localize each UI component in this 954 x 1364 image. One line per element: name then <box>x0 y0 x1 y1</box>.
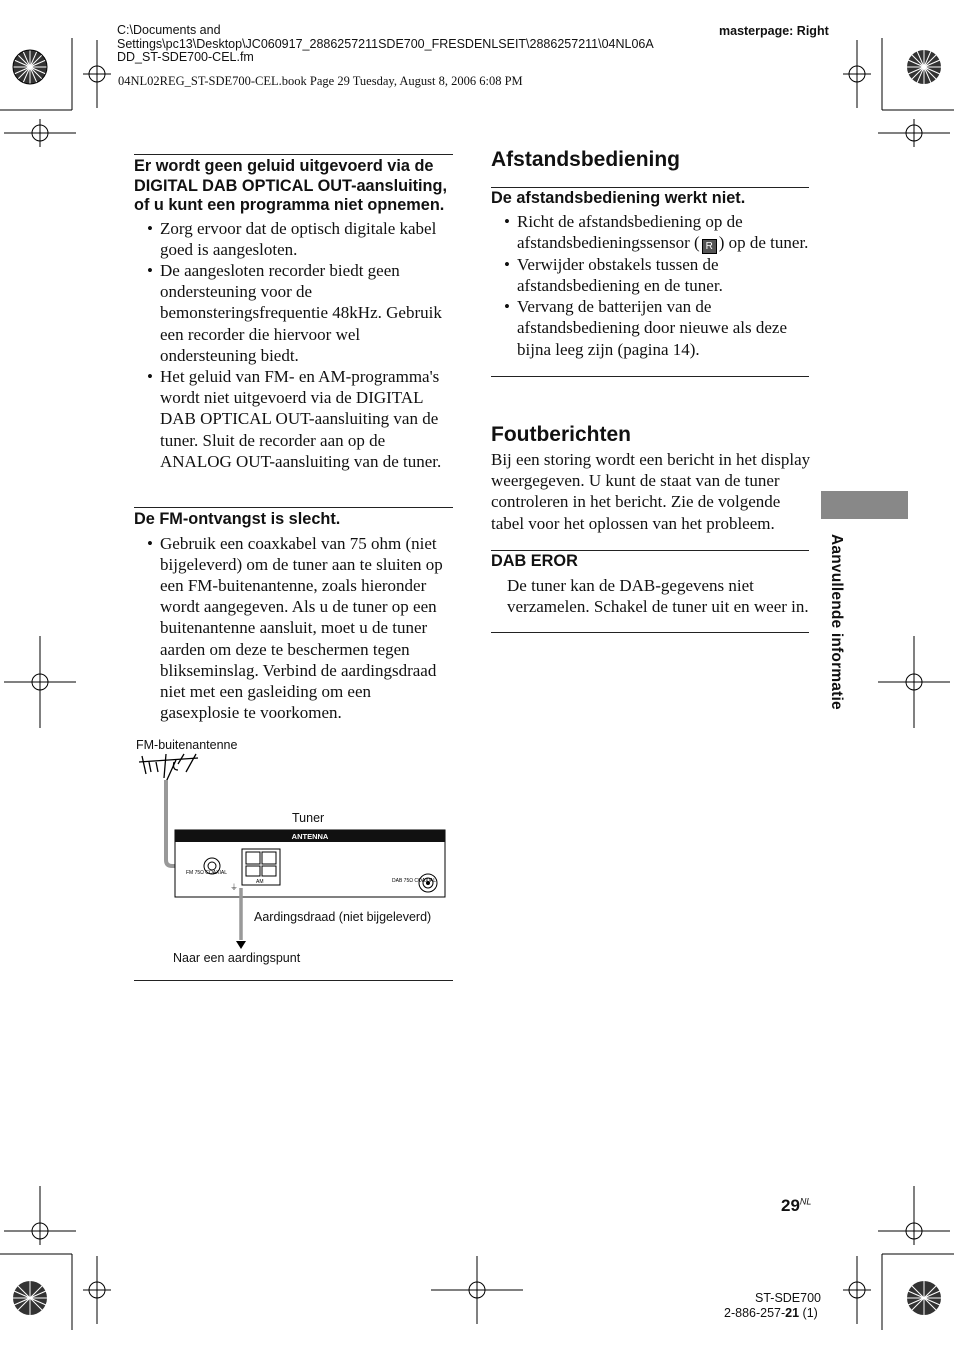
fm-jack-label: FM 75Ω COAXIAL <box>186 870 227 876</box>
divider <box>134 154 453 155</box>
header-path-line: Settings\pc13\Desktop\JC060917_2886257211SDE700_FRESDENLSEIT\2886257211\04NL06A <box>117 36 654 51</box>
solution-list <box>134 218 453 472</box>
figure-label-tuner: Tuner <box>292 811 325 825</box>
divider <box>491 550 809 551</box>
errors-intro: Bij een storing wordt een bericht in het display weergegeven. U kunt de staat van de tuner controleren in het bericht. Zie de volgende tabel voor het oplossen van het probleem. <box>491 450 811 533</box>
list-item: • Vervang de batterijen van de afstandsbediening door nieuwe als deze bijna leeg zijn (pagina 14). <box>491 296 809 360</box>
list-item: • Gebruik een coaxkabel van 75 ohm (niet bijgeleverd) om de tuner aan te sluiten op een FM-buitenantenne, zoals hieronder wordt aangegeven. Als u de tuner op een buitenantenne aansluit, moet u de tuner aarden om deze te beschermen tegen blikseminslag. Verbind de aardingsdraad niet met een gasleiding om een gasexplosie te voorkomen. <box>134 533 453 724</box>
dab-jack-label: DAB 75Ω COAXIAL <box>392 878 437 884</box>
panel-antenna-label: ANTENNA <box>291 832 329 841</box>
header-book-line: 04NL02REG_ST-SDE700-CEL.book Page 29 Tuesday, August 8, 2006 6:08 PM <box>118 74 523 88</box>
divider <box>491 632 809 633</box>
list-item-text: Richt de afstandsbediening op de afstandsbedieningssensor ( <box>517 211 743 252</box>
question-heading-optical: Er wordt geen geluid uitgevoerd via de DIGITAL DAB OPTICAL OUT-aansluiting, of u kunt een programma niet opnemen. <box>134 157 447 214</box>
divider <box>134 980 453 981</box>
part-number-prefix: 2-886-257- <box>724 1306 786 1320</box>
list-item-text: ) op de tuner. <box>718 232 809 252</box>
page-number <box>781 1196 811 1216</box>
figure-label-antenna: FM-buitenantenne <box>136 738 238 752</box>
solution-list <box>491 211 809 360</box>
ground-arrow <box>236 941 246 949</box>
section-title-errors: Foutberichten <box>491 423 631 446</box>
list-item <box>491 211 809 254</box>
error-code: DAB EROR <box>491 552 578 570</box>
list-item: • De aangesloten recorder biedt geen ondersteuning voor de bemonsteringsfrequentie 48kHz. Gebruik een recorder die hiervoor wel ondersteuning biedt. <box>134 260 453 366</box>
header-path-line: C:\Documents and <box>117 23 221 37</box>
divider <box>491 376 809 377</box>
am-label: AM <box>256 879 264 885</box>
list-item: • Zorg ervoor dat de optisch digitale kabel goed is aangesloten. <box>134 218 453 260</box>
page-number-value: 29 <box>781 1196 800 1215</box>
part-number-suffix: (1) <box>799 1306 818 1320</box>
question-heading-remote: De afstandsbediening werkt niet. <box>491 189 746 207</box>
section-tab-marker <box>821 491 908 519</box>
remote-section <box>491 187 809 360</box>
antenna-connection-diagram <box>134 752 454 952</box>
part-number <box>724 1306 818 1320</box>
divider <box>491 187 809 188</box>
left-column <box>134 154 453 472</box>
list-item: • Het geluid van FM- en AM-programma's wordt niet uitgevoerd via de DIGITAL DAB OPTICAL OUT-aansluiting van de tuner. Sluit de recorder aan op de ANALOG OUT-aansluiting van de tuner. <box>134 366 453 472</box>
section-tab-label: Aanvullende informatie <box>828 534 845 710</box>
figure-label-ground-wire: Aardingsdraad (niet bijgeleverd) <box>254 910 432 924</box>
figure-label-ground-point: Naar een aardingspunt <box>173 951 301 965</box>
model-number: ST-SDE700 <box>755 1291 822 1305</box>
svg-text:⏚: ⏚ <box>230 883 238 892</box>
divider <box>134 507 453 508</box>
left-column-fm <box>134 507 453 723</box>
part-number-bold: 21 <box>785 1306 800 1320</box>
solution-list <box>134 533 453 724</box>
error-description: De tuner kan de DAB-gegevens niet verzamelen. Schakel de tuner uit en weer in. <box>507 575 809 616</box>
error-entry <box>491 550 809 617</box>
header-path-line: DD_ST-SDE700-CEL.fm <box>117 50 254 64</box>
page-number-suffix: NL <box>799 1196 812 1207</box>
remote-sensor-icon: R <box>702 239 717 254</box>
question-heading-fm: De FM-ontvangst is slecht. <box>134 510 341 528</box>
header-masterpage: masterpage: Right <box>719 24 829 38</box>
section-title-remote: Afstandsbediening <box>491 148 681 171</box>
list-item: • Verwijder obstakels tussen de afstandsbediening en de tuner. <box>491 254 809 296</box>
header-file-path <box>117 24 717 65</box>
